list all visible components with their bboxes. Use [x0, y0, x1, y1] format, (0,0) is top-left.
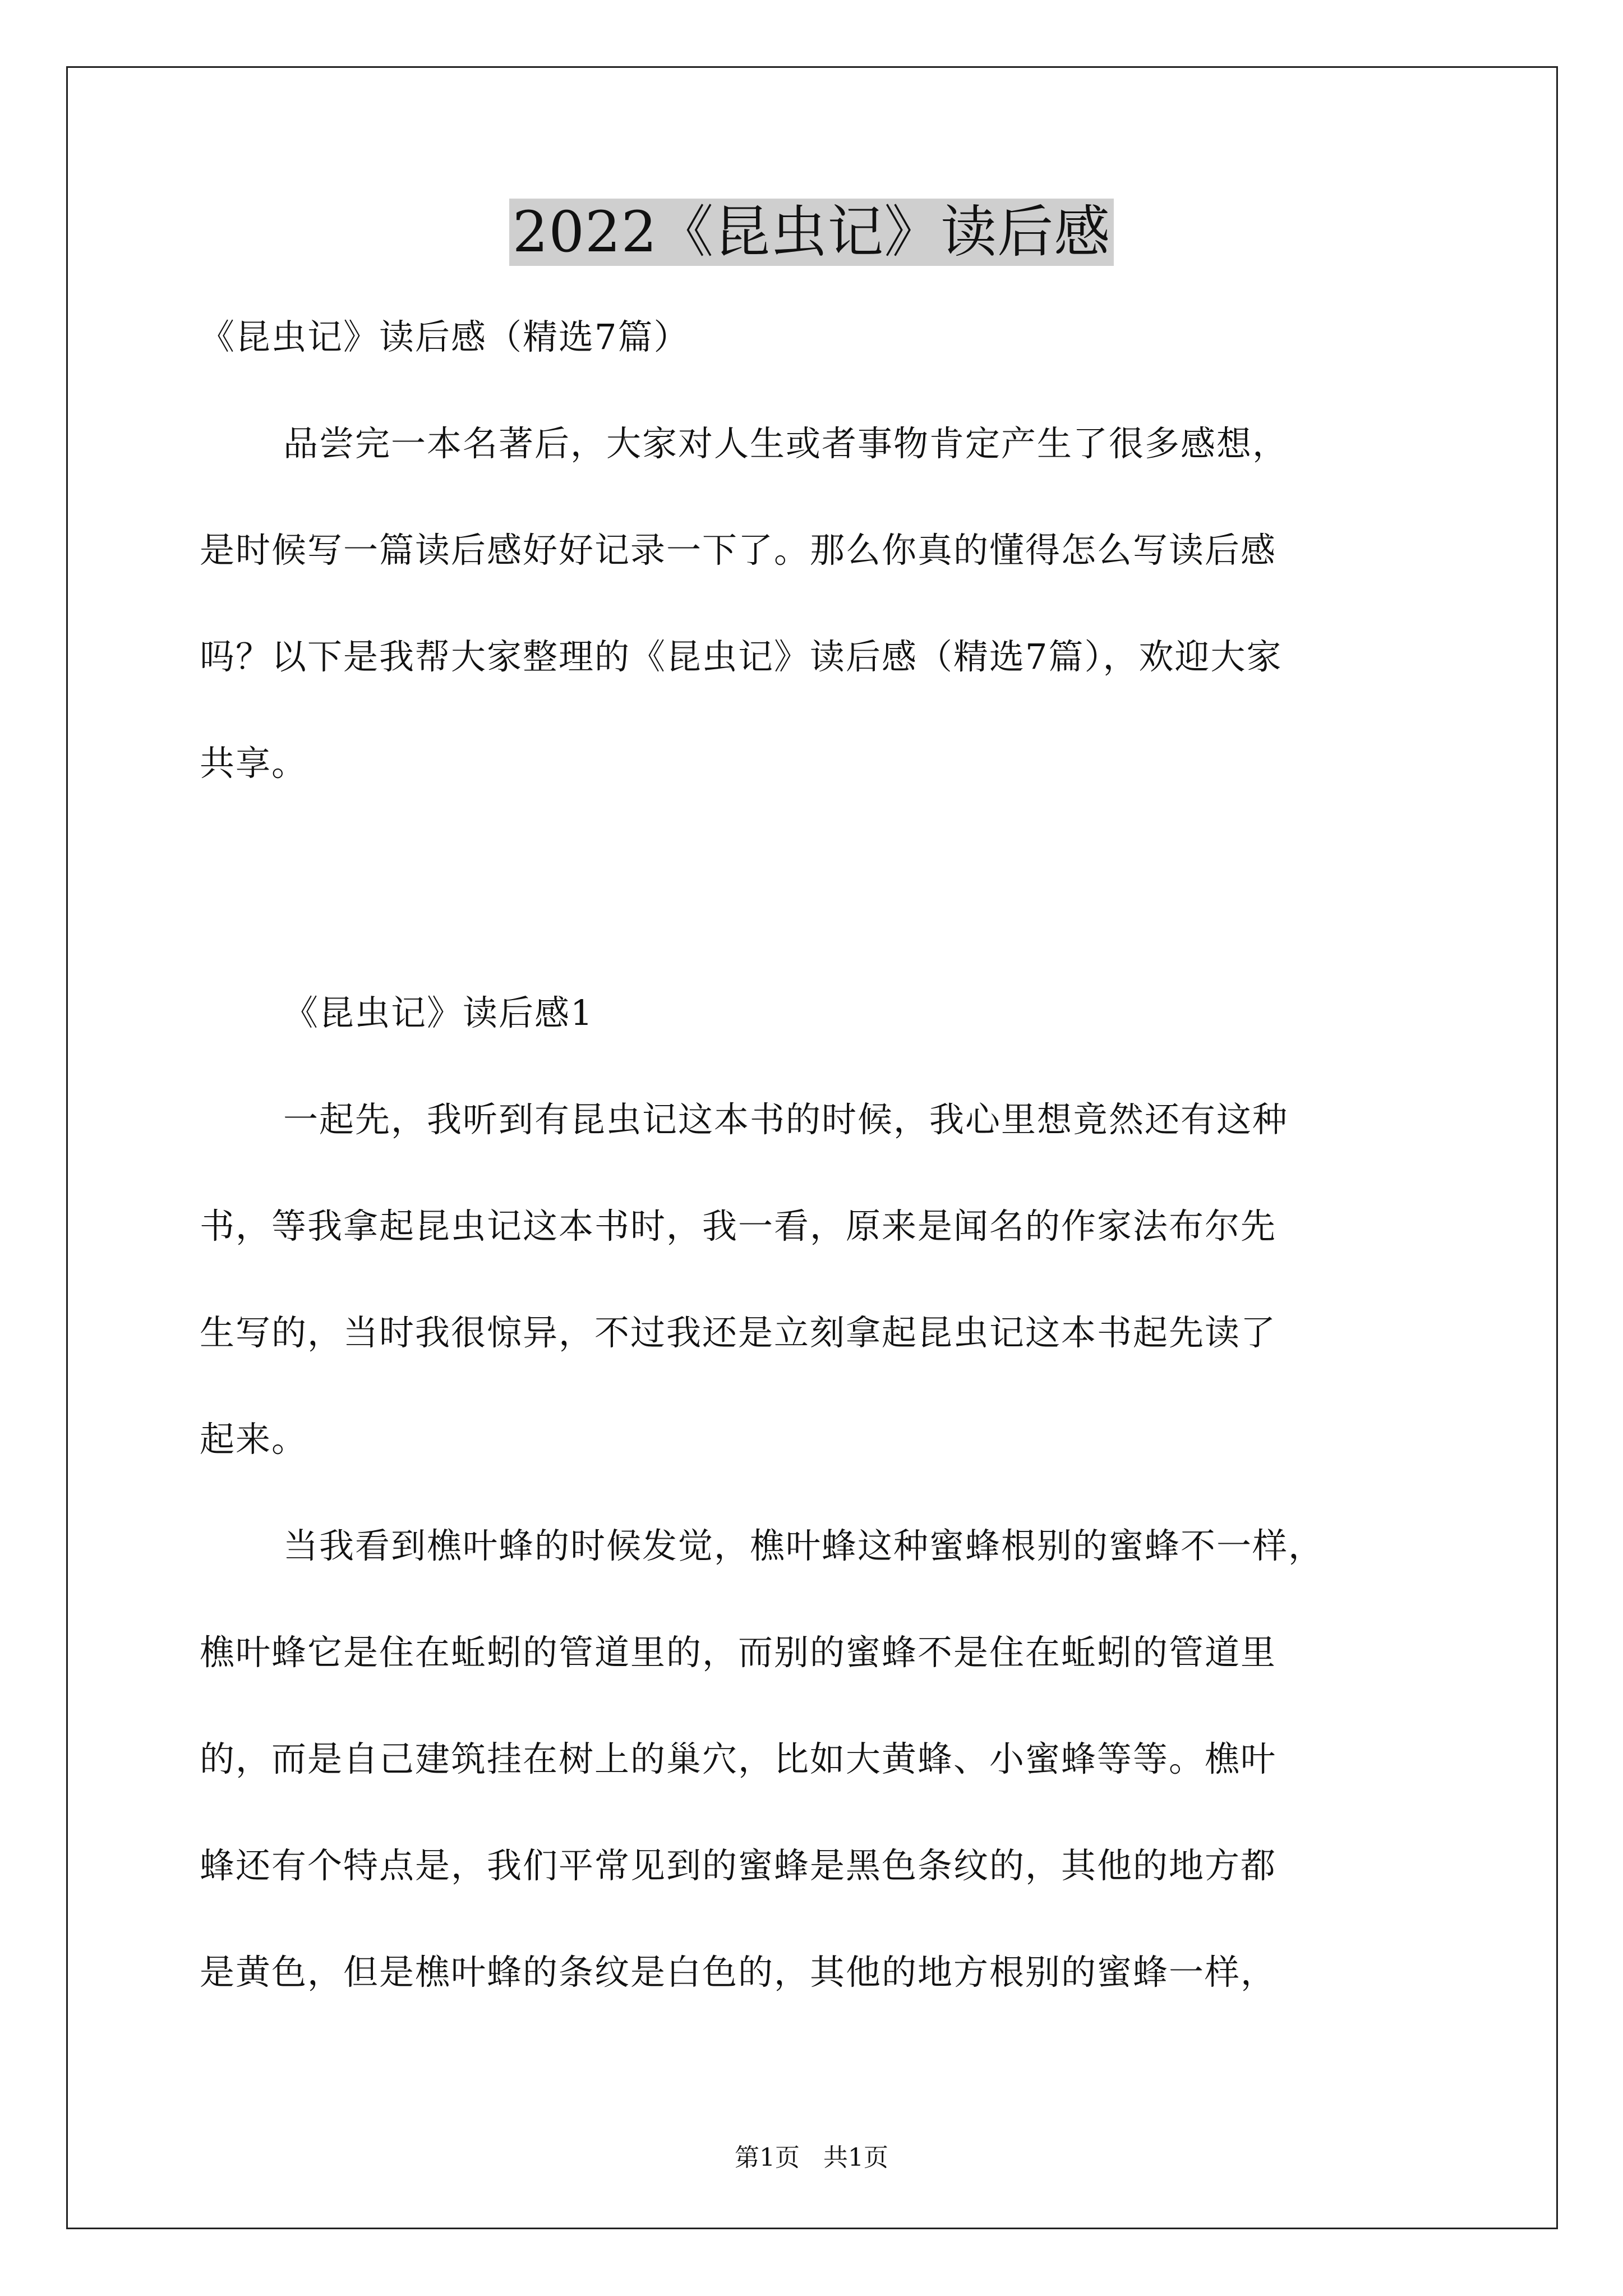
document-title: 2022《昆虫记》读后感	[509, 199, 1114, 266]
paragraph-line: 吗？以下是我帮大家整理的《昆虫记》读后感（精选7篇），欢迎大家	[200, 636, 1283, 677]
page-border	[66, 66, 1558, 2229]
document-title-block	[0, 199, 1623, 266]
paragraph-line: 当我看到樵叶蜂的时候发觉，樵叶蜂这种蜜蜂根别的蜜蜂不一样，	[283, 1525, 1325, 1566]
paragraph-line: 生写的，当时我很惊异，不过我还是立刻拿起昆虫记这本书起先读了	[200, 1312, 1277, 1353]
paragraph-line: 书，等我拿起昆虫记这本书时，我一看，原来是闻名的作家法布尔先	[200, 1205, 1277, 1246]
paragraph-line: 是时候写一篇读后感好好记录一下了。那么你真的懂得怎么写读后感	[200, 530, 1277, 570]
paragraph-line: 樵叶蜂它是住在蚯蚓的管道里的，而别的蜜蜂不是住在蚯蚓的管道里	[200, 1632, 1277, 1673]
section-heading: 《昆虫记》读后感1	[283, 992, 594, 1033]
paragraph-line: 起来。	[200, 1419, 308, 1460]
paragraph-line: 共享。	[200, 743, 308, 784]
paragraph-line: 是黄色，但是樵叶蜂的条纹是白色的，其他的地方根别的蜜蜂一样，	[200, 1952, 1277, 1993]
page-footer: 第1页 共1页	[735, 2143, 888, 2172]
paragraph-line: 一起先，我听到有昆虫记这本书的时候，我心里想竟然还有这种	[283, 1099, 1289, 1140]
intro-heading: 《昆虫记》读后感（精选7篇）	[200, 316, 690, 357]
paragraph-line: 蜂还有个特点是，我们平常见到的蜜蜂是黑色条纹的，其他的地方都	[200, 1845, 1277, 1886]
paragraph-line: 品尝完一本名著后，大家对人生或者事物肯定产生了很多感想，	[283, 423, 1289, 464]
paragraph-line: 的，而是自己建筑挂在树上的巢穴，比如大黄蜂、小蜜蜂等等。樵叶	[200, 1738, 1277, 1779]
